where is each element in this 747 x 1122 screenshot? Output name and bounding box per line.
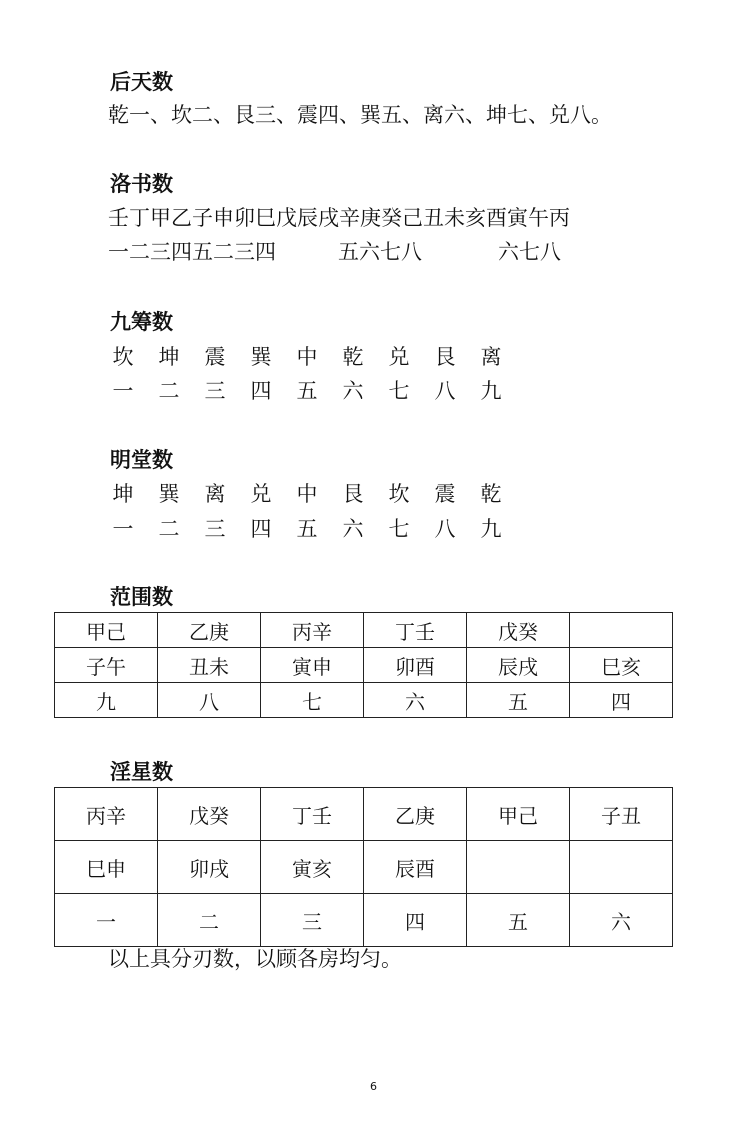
grid-cell: 四 bbox=[250, 379, 272, 403]
table-row bbox=[55, 894, 673, 947]
grid-cell: 中 bbox=[296, 345, 318, 369]
grid-cell: 坤 bbox=[158, 345, 180, 369]
grid-cell: 六 bbox=[342, 517, 364, 541]
grid-cell: 二 bbox=[158, 379, 180, 403]
table-cell bbox=[467, 841, 570, 894]
grid-cell: 五 bbox=[296, 517, 318, 541]
table-cell: 戊癸 bbox=[158, 788, 261, 841]
grid-cell: 兑 bbox=[388, 345, 410, 369]
table-cell: 寅申 bbox=[261, 648, 364, 683]
grid-cell: 乾 bbox=[342, 345, 364, 369]
table-cell: 巳申 bbox=[55, 841, 158, 894]
jiuchou-heading: 九筹数 bbox=[110, 310, 173, 334]
table-cell: 四 bbox=[364, 894, 467, 947]
grid-cell: 八 bbox=[434, 517, 456, 541]
luoshu-line2-b: 五六七八 bbox=[338, 240, 422, 264]
grid-cell: 六 bbox=[342, 379, 364, 403]
grid-cell: 乾 bbox=[480, 482, 502, 506]
grid-cell: 坎 bbox=[388, 482, 410, 506]
table-cell: 戊癸 bbox=[467, 613, 570, 648]
table-cell: 甲己 bbox=[467, 788, 570, 841]
table-cell: 二 bbox=[158, 894, 261, 947]
table-cell: 六 bbox=[364, 683, 467, 718]
table-row bbox=[55, 613, 673, 648]
luoshu-heading: 洛书数 bbox=[110, 172, 173, 196]
yinxing-heading: 淫星数 bbox=[110, 760, 173, 784]
table-cell: 卯酉 bbox=[364, 648, 467, 683]
grid-cell: 九 bbox=[480, 517, 502, 541]
table-cell: 甲己 bbox=[55, 613, 158, 648]
table-cell: 丁壬 bbox=[364, 613, 467, 648]
table-cell: 辰戌 bbox=[467, 648, 570, 683]
grid-cell: 艮 bbox=[434, 345, 456, 369]
grid-cell: 五 bbox=[296, 379, 318, 403]
grid-cell: 巽 bbox=[158, 482, 180, 506]
table-cell: 子丑 bbox=[570, 788, 673, 841]
table-cell: 丑未 bbox=[158, 648, 261, 683]
table-cell: 丁壬 bbox=[261, 788, 364, 841]
grid-cell: 兑 bbox=[250, 482, 272, 506]
table-cell: 乙庚 bbox=[364, 788, 467, 841]
grid-cell: 一 bbox=[112, 517, 134, 541]
grid-cell: 巽 bbox=[250, 345, 272, 369]
yinxing-note: 以上具分刃数，以顾各房均匀。 bbox=[108, 947, 402, 971]
grid-cell: 四 bbox=[250, 517, 272, 541]
grid-cell: 三 bbox=[204, 379, 226, 403]
table-cell bbox=[570, 613, 673, 648]
table-row bbox=[55, 648, 673, 683]
luoshu-line2-a: 一二三四五二三四 bbox=[108, 240, 276, 264]
houtian-heading: 后天数 bbox=[110, 70, 173, 94]
table-cell: 乙庚 bbox=[158, 613, 261, 648]
grid-cell: 七 bbox=[388, 379, 410, 403]
grid-cell: 坤 bbox=[112, 482, 134, 506]
grid-cell: 一 bbox=[112, 379, 134, 403]
table-cell: 子午 bbox=[55, 648, 158, 683]
mingtang-heading: 明堂数 bbox=[110, 448, 173, 472]
grid-cell: 二 bbox=[158, 517, 180, 541]
grid-cell: 震 bbox=[204, 345, 226, 369]
grid-cell: 坎 bbox=[112, 345, 134, 369]
luoshu-line2-c: 六七八 bbox=[498, 240, 561, 264]
grid-cell: 七 bbox=[388, 517, 410, 541]
table-row bbox=[55, 841, 673, 894]
table-cell: 辰酉 bbox=[364, 841, 467, 894]
table-cell: 七 bbox=[261, 683, 364, 718]
grid-cell: 艮 bbox=[342, 482, 364, 506]
table-cell: 巳亥 bbox=[570, 648, 673, 683]
table-cell: 五 bbox=[467, 894, 570, 947]
grid-cell: 九 bbox=[480, 379, 502, 403]
grid-cell: 八 bbox=[434, 379, 456, 403]
table-cell: 卯戌 bbox=[158, 841, 261, 894]
table-cell: 丙辛 bbox=[261, 613, 364, 648]
table-cell: 四 bbox=[570, 683, 673, 718]
grid-cell: 中 bbox=[296, 482, 318, 506]
table-cell: 一 bbox=[55, 894, 158, 947]
table-cell: 八 bbox=[158, 683, 261, 718]
table-cell bbox=[570, 841, 673, 894]
page-number: 6 bbox=[370, 1080, 377, 1093]
table-cell: 寅亥 bbox=[261, 841, 364, 894]
houtian-text: 乾一、坎二、艮三、震四、巽五、离六、坤七、兑八。 bbox=[108, 103, 612, 127]
yinxing-table bbox=[54, 787, 673, 947]
grid-cell: 三 bbox=[204, 517, 226, 541]
fanwei-heading: 范围数 bbox=[110, 585, 173, 609]
grid-cell: 离 bbox=[204, 482, 226, 506]
table-row bbox=[55, 683, 673, 718]
luoshu-line1: 壬丁甲乙子申卯巳戊辰戌辛庚癸己丑未亥酉寅午丙 bbox=[108, 206, 570, 230]
table-row bbox=[55, 788, 673, 841]
table-cell: 九 bbox=[55, 683, 158, 718]
table-cell: 丙辛 bbox=[55, 788, 158, 841]
table-cell: 三 bbox=[261, 894, 364, 947]
fanwei-table bbox=[54, 612, 673, 718]
grid-cell: 离 bbox=[480, 345, 502, 369]
table-cell: 六 bbox=[570, 894, 673, 947]
table-cell: 五 bbox=[467, 683, 570, 718]
grid-cell: 震 bbox=[434, 482, 456, 506]
